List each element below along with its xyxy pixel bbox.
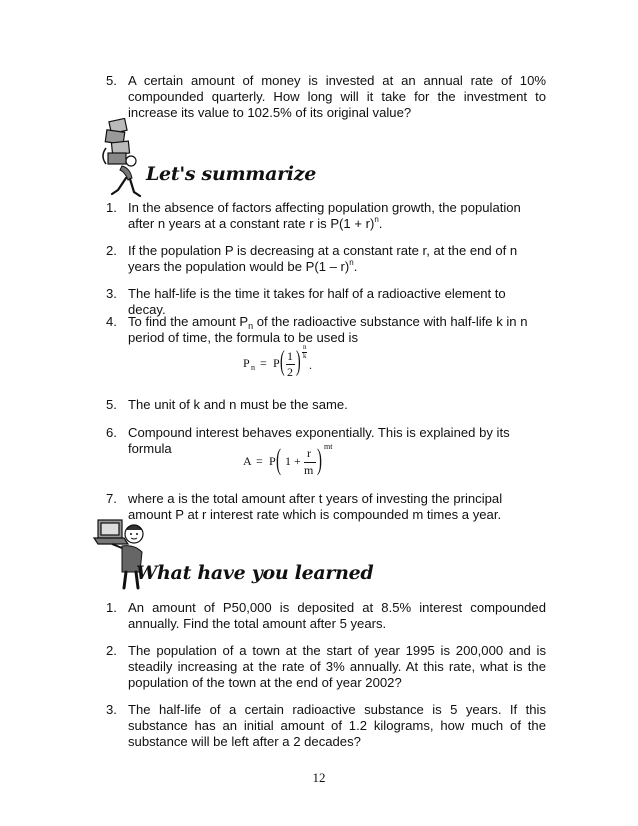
item-number: 3.	[106, 702, 117, 717]
formula-lhs-subscript: n	[251, 363, 255, 372]
formula-plus: +	[294, 454, 301, 468]
person-carrying-boxes-icon	[92, 118, 152, 200]
learned-heading: What have you learned	[136, 562, 374, 584]
fraction-numerator: r	[307, 446, 311, 460]
item-text-end: .	[353, 259, 358, 274]
formula-base: P	[269, 454, 276, 468]
exponent: n	[374, 215, 379, 224]
formula-one: 1	[285, 454, 291, 468]
formula-base: P	[273, 356, 280, 370]
exponent-denominator: k	[303, 352, 307, 360]
fraction-denominator: 2	[287, 365, 293, 379]
half-life-formula	[243, 343, 323, 382]
item-number: 2.	[106, 243, 117, 258]
item-text: In the absence of factors affecting population growth, the population after n years at a constant rate r is P(1 + r)	[128, 200, 521, 231]
page-number: 12	[312, 770, 326, 785]
item-number: 5.	[106, 73, 117, 88]
summary-item	[106, 491, 546, 523]
subscript: n	[248, 321, 254, 331]
item-text: If the population P is decreasing at a constant rate r, at the end of n years the population would be P(1 – r)	[128, 243, 518, 274]
item-number: 4.	[106, 314, 117, 329]
summary-heading: Let's summarize	[146, 163, 316, 185]
fraction-numerator: 1	[287, 349, 293, 363]
formula-lhs: A	[243, 454, 252, 468]
item-number: 6.	[106, 425, 117, 440]
exercise-item	[106, 702, 546, 750]
formula-lhs: P	[243, 356, 250, 370]
item-number: 7.	[106, 491, 117, 506]
item-number: 5.	[106, 397, 117, 412]
formula-period: .	[309, 358, 312, 372]
item-text-end: .	[378, 216, 383, 231]
item-text-end: of the radioactive substance with half-life k in n period of time, the formula to be used is	[128, 314, 528, 345]
right-paren: )	[296, 346, 301, 377]
formula-equals: =	[256, 454, 263, 468]
item-text: where a is the total amount after t years of investing the principal amount P at r interest rate which is compounded m times a year.	[128, 491, 503, 522]
formula-exponent: mt	[324, 442, 333, 451]
item-text: Compound interest behaves exponentially. This is explained by its formula	[128, 425, 510, 456]
item-text: The population of a town at the start of year 1995 is 200,000 and is steadily increasing at the rate of 3% annually. At this rate, what is the population of the town at the end of year 2002?	[128, 643, 546, 690]
left-paren: (	[276, 443, 281, 476]
summary-item	[106, 243, 546, 275]
item-number: 2.	[106, 643, 117, 658]
item-text: To find the amount P	[128, 314, 249, 329]
right-paren: )	[317, 443, 322, 476]
item-text: An amount of P50,000 is deposited at 8.5% interest compounded annually. Find the total amount after 5 years.	[128, 600, 546, 631]
summary-item	[106, 397, 546, 413]
item-number: 3.	[106, 286, 117, 301]
item-text: The half-life is the time it takes for half of a radioactive element to decay.	[128, 286, 506, 317]
summary-item	[106, 314, 546, 346]
item-number: 1.	[106, 200, 117, 215]
exercise-item	[106, 643, 546, 691]
question-item	[106, 73, 546, 121]
formula-equals: =	[260, 356, 267, 370]
item-text: The half-life of a certain radioactive substance is 5 years. If this substance has an initial amount of 1.2 kilograms, how much of the substance will be left after a 2 decades?	[128, 702, 546, 749]
compound-interest-formula	[243, 442, 343, 480]
summary-item	[106, 200, 546, 232]
item-text: A certain amount of money is invested at an annual rate of 10% compounded quarterly. How long will it take for the investment to increase its value to 102.5% of its original value?	[128, 73, 546, 120]
fraction-denominator: m	[304, 463, 314, 477]
item-text: The unit of k and n must be the same.	[128, 397, 348, 412]
left-paren: (	[280, 346, 285, 377]
exercise-item	[106, 600, 546, 632]
exponent-numerator: n	[303, 343, 307, 351]
exponent: n	[349, 258, 354, 267]
item-number: 1.	[106, 600, 117, 615]
